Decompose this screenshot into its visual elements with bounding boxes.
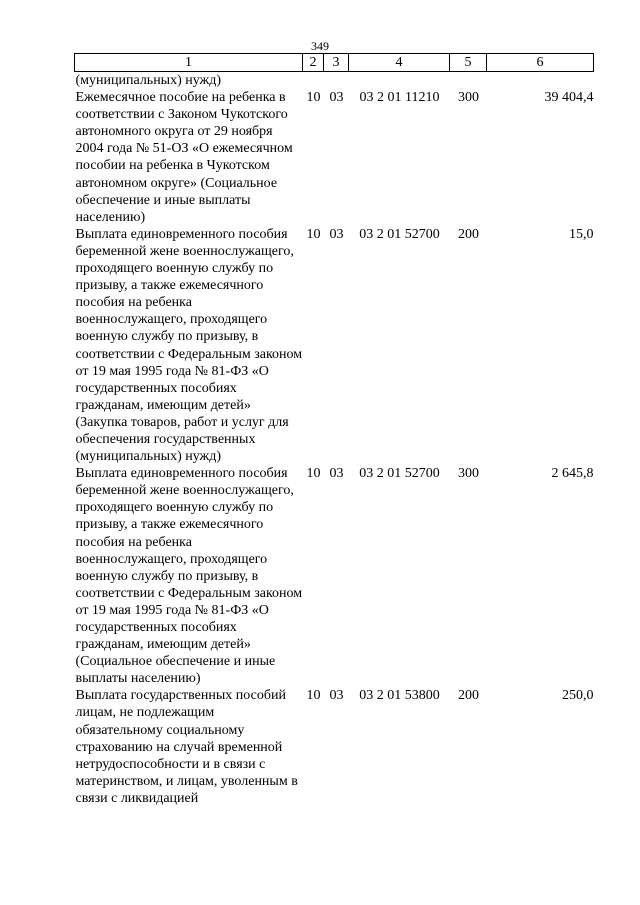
row-expense-type: 300 — [458, 90, 479, 106]
header-col-2: 2 — [303, 54, 324, 72]
row-name: Выплата единовременного пособия беременной жене военнослужащего, проходящего военную службу по призыву, а также ежемесячного пособия на ребенка военнослужащего, проходящего военную службу по призыву, в соответствии с Федеральным законом от 19 мая 1995 года № 81-ФЗ «О государственных пособиях гражданам, имеющим детей» (Закупка товаров, работ и услуг для обеспечения государственных (муниципальных) нужд) — [75, 226, 303, 465]
row-expense-type: 200 — [458, 688, 479, 704]
row-name: Выплата единовременного пособия беременной жене военнослужащего, проходящего военную службу по призыву, а также ежемесячного пособия на ребенка военнослужащего, проходящего военную службу по призыву, в соответствии с Федеральным законом от 19 мая 1995 года № 81-ФЗ «О государственных пособиях гражданам, имеющим детей» (Социальное обеспечение и иные выплаты населению) — [75, 466, 303, 687]
table-row — [75, 226, 594, 465]
row-amount: 250,0 — [562, 688, 594, 704]
row-name: Выплата государственных пособий лицам, не подлежащим обязательному социальному страхованию на случай временной нетрудоспособности и в связи с материнством, и лицам, уволенным в связи с ликвидацией — [75, 688, 298, 806]
header-row — [75, 54, 594, 72]
row-section: 10 — [306, 466, 321, 482]
page-number: 349 — [311, 39, 329, 53]
header-col-4: 4 — [349, 54, 450, 72]
header-col-5: 5 — [450, 54, 487, 72]
row-target-code: 03 2 01 52700 — [359, 226, 440, 242]
row-name: Ежемесячное пособие на ребенка в соответствии с Законом Чукотского автономного округа от 29 ноября 2004 года № 51-ОЗ «О ежемесячном пособии на ребенка в Чукотском автономном округе» (Социальное обеспечение и иные выплаты населению) — [75, 90, 293, 225]
row-amount: 2 645,8 — [551, 466, 594, 482]
table-row — [75, 89, 594, 226]
header-col-6: 6 — [487, 54, 594, 72]
row-expense-type: 200 — [458, 226, 479, 242]
header-col-1: 1 — [75, 54, 303, 72]
row-target-code: 03 2 01 11210 — [359, 90, 440, 106]
table-row — [75, 687, 594, 807]
table-row — [75, 465, 594, 687]
row-section: 10 — [306, 90, 321, 106]
row-target-code: 03 2 01 53800 — [359, 688, 440, 704]
row-target-code: 03 2 01 52700 — [359, 466, 440, 482]
header-col-3: 3 — [324, 54, 349, 72]
row-subsection: 03 — [329, 90, 344, 106]
row-subsection: 03 — [329, 466, 344, 482]
row-amount: 15,0 — [569, 226, 594, 242]
table-row — [75, 72, 594, 90]
row-subsection: 03 — [329, 688, 344, 704]
row-section: 10 — [306, 226, 321, 242]
budget-table — [74, 53, 594, 807]
row-expense-type: 300 — [458, 466, 479, 482]
row-section: 10 — [306, 688, 321, 704]
continuation-text: (муниципальных) нужд) — [75, 73, 222, 88]
row-amount: 39 404,4 — [544, 90, 594, 106]
row-subsection: 03 — [329, 226, 344, 242]
